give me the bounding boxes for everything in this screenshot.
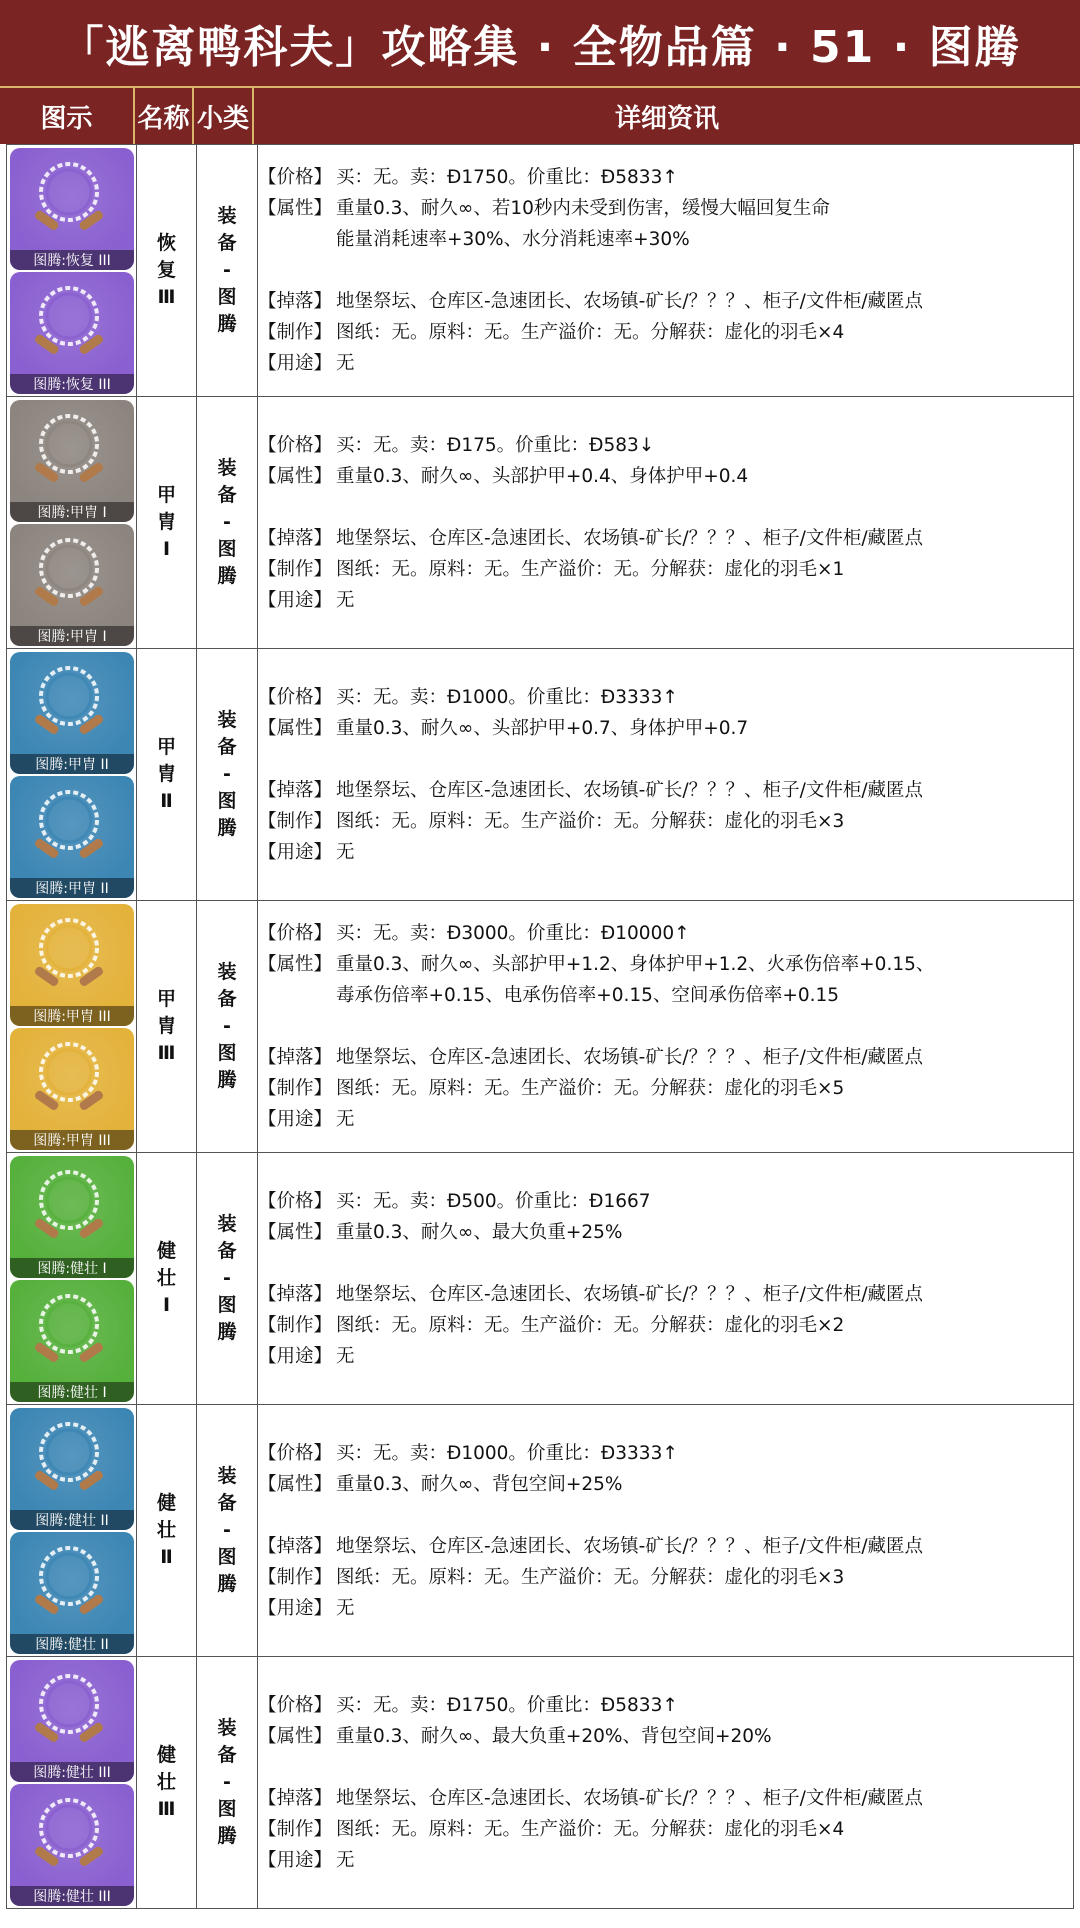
table-row — [7, 1657, 1074, 1909]
table-header — [0, 86, 1080, 144]
item-attributes-cont: 毒承伤倍率+0.15、电承伤倍率+0.15、空间承伤倍率+0.15 — [336, 985, 840, 1006]
name-char: 胄 — [156, 763, 176, 785]
icon-label: 图腾:健壮 II — [10, 1634, 134, 1654]
label-use: 【用途】 — [258, 1345, 333, 1367]
item-name — [137, 901, 197, 1153]
icon-label: 图腾:甲胄 III — [10, 1006, 134, 1026]
item-attributes: 重量0.3、耐久∞、最大负重+25% — [336, 1221, 623, 1243]
item-craft: 图纸：无。原料：无。生产溢价：无。分解获：虚化的羽毛×5 — [336, 1078, 845, 1099]
subcategory-char: 备 — [217, 1240, 237, 1262]
item-icons — [7, 145, 137, 397]
name-char: 甲 — [156, 736, 176, 758]
item-price: 买：无。卖：Đ3000。价重比：Đ10000↑ — [336, 923, 690, 944]
name-char: 壮 — [156, 1771, 176, 1793]
subcategory-char: 腾 — [217, 1321, 237, 1343]
item-subcategory — [197, 397, 258, 649]
item-craft: 图纸：无。原料：无。生产溢价：无。分解获：虚化的羽毛×4 — [336, 1818, 845, 1840]
name-char: Ⅲ — [157, 286, 176, 308]
subcategory-char: 装 — [217, 457, 237, 479]
label-attr: 【属性】 — [258, 465, 333, 487]
item-drop: 地堡祭坛、仓库区-急速团长、农场镇-矿长/？？？、柜子/文件柜/藏匿点 — [336, 1283, 924, 1305]
name-char: Ⅱ — [160, 1546, 173, 1568]
item-icon — [10, 1660, 134, 1782]
item-use: 无 — [336, 1849, 355, 1871]
icon-label: 图腾:甲胄 I — [10, 502, 134, 522]
totem-ring-icon — [24, 1792, 114, 1878]
item-use: 无 — [336, 353, 355, 374]
item-detail — [258, 397, 1074, 649]
items-table — [6, 144, 1074, 1909]
item-detail — [258, 1657, 1074, 1909]
subcategory-char: - — [223, 511, 231, 533]
item-craft: 图纸：无。原料：无。生产溢价：无。分解获：虚化的羽毛×3 — [336, 1566, 845, 1588]
label-use: 【用途】 — [258, 353, 333, 374]
item-icons — [7, 1405, 137, 1657]
label-price: 【价格】 — [258, 167, 333, 188]
subcategory-char: - — [223, 1771, 231, 1793]
subcategory-char: 腾 — [217, 1825, 237, 1847]
header-subcategory: 小类 — [194, 88, 254, 144]
item-attributes: 重量0.3、耐久∞、背包空间+25% — [336, 1473, 623, 1495]
icon-label: 图腾:健壮 III — [10, 1886, 134, 1906]
table-row — [7, 1405, 1074, 1657]
icon-label: 图腾:健壮 III — [10, 1762, 134, 1782]
table-row — [7, 901, 1074, 1153]
subcategory-char: 腾 — [217, 313, 237, 335]
totem-ring-icon — [24, 156, 114, 242]
item-subcategory — [197, 649, 258, 901]
label-use: 【用途】 — [258, 841, 333, 863]
item-icons — [7, 1657, 137, 1909]
item-icon — [10, 1156, 134, 1278]
label-price: 【价格】 — [258, 923, 333, 944]
name-char: 健 — [156, 1240, 176, 1262]
name-char: 胄 — [156, 1015, 176, 1037]
subcategory-char: 腾 — [217, 817, 237, 839]
item-icon — [10, 776, 134, 898]
item-icons — [7, 901, 137, 1153]
table-row — [7, 145, 1074, 397]
name-char: Ⅰ — [162, 538, 171, 560]
label-drop: 【掉落】 — [258, 1283, 333, 1305]
item-name — [137, 397, 197, 649]
name-char: Ⅱ — [160, 790, 173, 812]
name-char: 恢 — [156, 232, 176, 254]
item-price: 买：无。卖：Đ1000。价重比：Đ3333↑ — [336, 1442, 678, 1464]
item-icon — [10, 1028, 134, 1150]
icon-label: 图腾:健壮 II — [10, 1510, 134, 1530]
name-char: 健 — [156, 1744, 176, 1766]
icon-label: 图腾:甲胄 II — [10, 878, 134, 898]
subcategory-char: 装 — [217, 961, 237, 983]
icon-label: 图腾:健壮 I — [10, 1382, 134, 1402]
item-subcategory — [197, 1405, 258, 1657]
item-attributes: 重量0.3、耐久∞、头部护甲+0.4、身体护甲+0.4 — [336, 465, 749, 487]
item-icon — [10, 524, 134, 646]
item-icons — [7, 649, 137, 901]
subcategory-char: - — [223, 763, 231, 785]
subcategory-char: - — [223, 259, 231, 281]
item-icons — [7, 397, 137, 649]
item-drop: 地堡祭坛、仓库区-急速团长、农场镇-矿长/？？？、柜子/文件柜/藏匿点 — [336, 1535, 924, 1557]
subcategory-char: - — [223, 1267, 231, 1289]
label-attr: 【属性】 — [258, 198, 333, 219]
name-char: 壮 — [156, 1519, 176, 1541]
subcategory-char: - — [223, 1519, 231, 1541]
item-icon — [10, 272, 134, 394]
item-detail — [258, 145, 1074, 397]
item-attributes-cont: 能量消耗速率+30%、水分消耗速率+30% — [336, 229, 690, 250]
label-price: 【价格】 — [258, 1190, 333, 1212]
item-name — [137, 1405, 197, 1657]
subcategory-char: 备 — [217, 736, 237, 758]
name-char: Ⅲ — [157, 1798, 176, 1820]
item-subcategory — [197, 901, 258, 1153]
subcategory-char: 备 — [217, 1744, 237, 1766]
subcategory-char: 备 — [217, 484, 237, 506]
item-drop: 地堡祭坛、仓库区-急速团长、农场镇-矿长/？？？、柜子/文件柜/藏匿点 — [336, 527, 924, 549]
subcategory-char: 备 — [217, 988, 237, 1010]
subcategory-char: 备 — [217, 232, 237, 254]
item-name — [137, 1153, 197, 1405]
icon-label: 图腾:恢复 III — [10, 250, 134, 270]
item-detail — [258, 901, 1074, 1153]
totem-ring-icon — [24, 1288, 114, 1374]
subcategory-char: - — [223, 1015, 231, 1037]
subcategory-char: 腾 — [217, 1069, 237, 1091]
item-drop: 地堡祭坛、仓库区-急速团长、农场镇-矿长/？？？、柜子/文件柜/藏匿点 — [336, 1047, 924, 1068]
item-subcategory — [197, 145, 258, 397]
item-name — [137, 1657, 197, 1909]
totem-ring-icon — [24, 280, 114, 366]
label-drop: 【掉落】 — [258, 1535, 333, 1557]
item-icon — [10, 1532, 134, 1654]
label-attr: 【属性】 — [258, 1473, 333, 1495]
label-drop: 【掉落】 — [258, 1787, 333, 1809]
item-price: 买：无。卖：Đ1000。价重比：Đ3333↑ — [336, 686, 678, 708]
item-drop: 地堡祭坛、仓库区-急速团长、农场镇-矿长/？？？、柜子/文件柜/藏匿点 — [336, 1787, 924, 1809]
icon-label: 图腾:甲胄 II — [10, 754, 134, 774]
item-drop: 地堡祭坛、仓库区-急速团长、农场镇-矿长/？？？、柜子/文件柜/藏匿点 — [336, 779, 924, 801]
label-craft: 【制作】 — [258, 1078, 333, 1099]
item-price: 买：无。卖：Đ175。价重比：Đ583↓ — [336, 434, 655, 456]
label-craft: 【制作】 — [258, 322, 333, 343]
totem-ring-icon — [24, 1164, 114, 1250]
label-craft: 【制作】 — [258, 558, 333, 580]
table-row — [7, 397, 1074, 649]
item-icon — [10, 652, 134, 774]
subcategory-char: 腾 — [217, 565, 237, 587]
item-price: 买：无。卖：Đ500。价重比：Đ1667 — [336, 1190, 651, 1212]
item-price: 买：无。卖：Đ1750。价重比：Đ5833↑ — [336, 167, 678, 188]
subcategory-char: 装 — [217, 1213, 237, 1235]
page-title: 「逃离鸭科夫」攻略集 · 全物品篇 · 51 · 图腾 — [0, 0, 1080, 86]
icon-label: 图腾:健壮 I — [10, 1258, 134, 1278]
item-craft: 图纸：无。原料：无。生产溢价：无。分解获：虚化的羽毛×4 — [336, 322, 845, 343]
name-char: 胄 — [156, 511, 176, 533]
subcategory-char: 图 — [217, 790, 237, 812]
name-char: 甲 — [156, 484, 176, 506]
label-use: 【用途】 — [258, 1597, 333, 1619]
label-craft: 【制作】 — [258, 810, 333, 832]
subcategory-char: 图 — [217, 1546, 237, 1568]
label-attr: 【属性】 — [258, 717, 333, 739]
item-attributes: 重量0.3、耐久∞、若10秒内未受到伤害，缓慢大幅回复生命 — [336, 198, 830, 219]
item-name — [137, 145, 197, 397]
item-icon — [10, 148, 134, 270]
label-drop: 【掉落】 — [258, 527, 333, 549]
item-attributes: 重量0.3、耐久∞、头部护甲+0.7、身体护甲+0.7 — [336, 717, 749, 739]
header-name: 名称 — [135, 88, 194, 144]
item-attributes: 重量0.3、耐久∞、头部护甲+1.2、身体护甲+1.2、火承伤倍率+0.15、 — [336, 954, 935, 975]
label-use: 【用途】 — [258, 1109, 333, 1130]
label-price: 【价格】 — [258, 686, 333, 708]
icon-label: 图腾:恢复 III — [10, 374, 134, 394]
name-char: Ⅲ — [157, 1042, 176, 1064]
subcategory-char: 图 — [217, 538, 237, 560]
item-craft: 图纸：无。原料：无。生产溢价：无。分解获：虚化的羽毛×3 — [336, 810, 845, 832]
label-drop: 【掉落】 — [258, 291, 333, 312]
item-name — [137, 649, 197, 901]
subcategory-char: 备 — [217, 1492, 237, 1514]
totem-ring-icon — [24, 1668, 114, 1754]
name-char: 壮 — [156, 1267, 176, 1289]
subcategory-char: 图 — [217, 1042, 237, 1064]
totem-ring-icon — [24, 912, 114, 998]
totem-ring-icon — [24, 408, 114, 494]
item-use: 无 — [336, 1109, 355, 1130]
subcategory-char: 装 — [217, 1717, 237, 1739]
item-attributes: 重量0.3、耐久∞、最大负重+20%、背包空间+20% — [336, 1725, 772, 1747]
totem-ring-icon — [24, 1540, 114, 1626]
icon-label: 图腾:甲胄 III — [10, 1130, 134, 1150]
name-char: 甲 — [156, 988, 176, 1010]
name-char: Ⅰ — [162, 1294, 171, 1316]
icon-label: 图腾:甲胄 I — [10, 626, 134, 646]
label-use: 【用途】 — [258, 589, 333, 611]
label-craft: 【制作】 — [258, 1566, 333, 1588]
label-drop: 【掉落】 — [258, 779, 333, 801]
item-price: 买：无。卖：Đ1750。价重比：Đ5833↑ — [336, 1694, 678, 1716]
header-detail: 详细资讯 — [614, 103, 719, 134]
subcategory-char: 装 — [217, 709, 237, 731]
totem-ring-icon — [24, 532, 114, 618]
item-drop: 地堡祭坛、仓库区-急速团长、农场镇-矿长/？？？、柜子/文件柜/藏匿点 — [336, 291, 924, 312]
header-icon: 图示 — [0, 88, 135, 144]
label-craft: 【制作】 — [258, 1818, 333, 1840]
totem-ring-icon — [24, 660, 114, 746]
item-use: 无 — [336, 589, 355, 611]
item-use: 无 — [336, 1345, 355, 1367]
table-row — [7, 1153, 1074, 1405]
item-craft: 图纸：无。原料：无。生产溢价：无。分解获：虚化的羽毛×2 — [336, 1314, 845, 1336]
subcategory-char: 装 — [217, 1465, 237, 1487]
item-detail — [258, 1405, 1074, 1657]
label-price: 【价格】 — [258, 434, 333, 456]
label-price: 【价格】 — [258, 1442, 333, 1464]
label-attr: 【属性】 — [258, 1221, 333, 1243]
item-icon — [10, 1280, 134, 1402]
item-icon — [10, 400, 134, 522]
subcategory-char: 图 — [217, 1294, 237, 1316]
item-icon — [10, 1408, 134, 1530]
name-char: 复 — [156, 259, 176, 281]
item-use: 无 — [336, 841, 355, 863]
label-drop: 【掉落】 — [258, 1047, 333, 1068]
label-price: 【价格】 — [258, 1694, 333, 1716]
totem-ring-icon — [24, 1416, 114, 1502]
totem-ring-icon — [24, 784, 114, 870]
item-icon — [10, 904, 134, 1026]
item-icons — [7, 1153, 137, 1405]
item-use: 无 — [336, 1597, 355, 1619]
item-detail — [258, 649, 1074, 901]
subcategory-char: 腾 — [217, 1573, 237, 1595]
label-attr: 【属性】 — [258, 1725, 333, 1747]
item-subcategory — [197, 1657, 258, 1909]
subcategory-char: 图 — [217, 286, 237, 308]
label-use: 【用途】 — [258, 1849, 333, 1871]
totem-ring-icon — [24, 1036, 114, 1122]
item-subcategory — [197, 1153, 258, 1405]
name-char: 健 — [156, 1492, 176, 1514]
label-attr: 【属性】 — [258, 954, 333, 975]
item-icon — [10, 1784, 134, 1906]
item-detail — [258, 1153, 1074, 1405]
subcategory-char: 装 — [217, 205, 237, 227]
table-row — [7, 649, 1074, 901]
subcategory-char: 图 — [217, 1798, 237, 1820]
item-craft: 图纸：无。原料：无。生产溢价：无。分解获：虚化的羽毛×1 — [336, 558, 845, 580]
label-craft: 【制作】 — [258, 1314, 333, 1336]
